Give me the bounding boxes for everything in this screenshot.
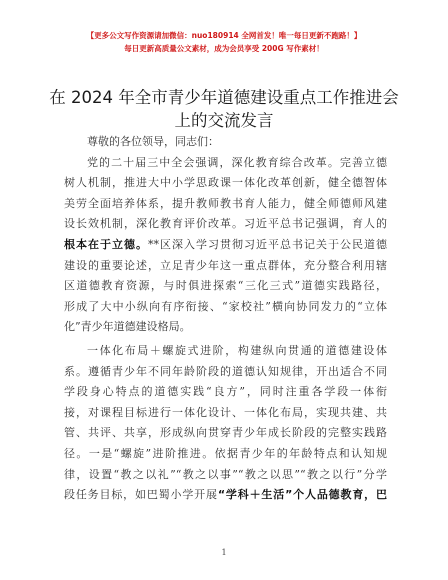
paragraph-line: 化”青少年道德建设格局。 bbox=[64, 320, 191, 334]
paragraph-line: 管、共评、共享，形成纵向贯穿青少年成长阶段的完整实践路 bbox=[64, 426, 387, 440]
paragraph-line: 形成了大中小纵向有序衔接、“家校社”横向协同发力的“立体 bbox=[64, 299, 387, 313]
paragraph-line: 美劳全面培养体系，提升教师教书育人能力，健全师德师风建 bbox=[64, 196, 387, 210]
paragraph-line: 设长效机制，深化教育评价改革。习近平总书记强调，育人的 bbox=[64, 217, 387, 231]
paragraph-line bbox=[64, 485, 387, 506]
bold-phrase: “学科＋生活”个人品德教育，巴 bbox=[217, 488, 388, 502]
document-body bbox=[64, 132, 387, 506]
document-title-line-2: 上的交流发言 bbox=[174, 111, 274, 130]
document-title-line-1: 在 2024 年全市青少年道德建设重点工作推进会 bbox=[49, 88, 399, 107]
paragraph-line: 树人机制，推进大中小学思政课一体化改革创新，健全德智体 bbox=[64, 176, 387, 190]
promo-line-2: 每日更新高质量公文素材，成为会员享受 200G 写作素材！ bbox=[124, 44, 324, 53]
paragraph-line: 一体化布局＋螺旋式进阶，构建纵向贯通的道德建设体 bbox=[87, 343, 387, 357]
paragraph-2 bbox=[64, 341, 387, 506]
paragraph-line: 接，对课程目标进行一体化设计、一体化布局，实现共建、共 bbox=[64, 405, 387, 419]
paragraph-line: 建设的重要论述，立足青少年这一重点群体，充分整合利用辖 bbox=[64, 258, 387, 272]
bold-phrase: 根本在于立德。 bbox=[64, 237, 148, 251]
salutation: 尊敬的各位领导，同志们： bbox=[87, 135, 219, 148]
paragraph-line: 径。一是“螺旋”进阶推进。依据青少年的年龄特点和认知规 bbox=[64, 446, 387, 460]
line-text: 段任务目标，如巴蜀小学开展 bbox=[64, 488, 218, 502]
paragraph-line: 律，设置“教之以礼”“教之以事”“教之以思”“教之以行”分学 bbox=[64, 467, 387, 481]
paragraph-line bbox=[64, 235, 387, 256]
line-text: **区深入学习贯彻习近平总书记关于公民道德 bbox=[148, 237, 387, 251]
promo-line-1: 【更多公文写作资源请加微信：nuo180914 全网首发！唯一每日更新不跑路！】 bbox=[86, 31, 362, 40]
paragraph-line: 系。遵循青少年不同年龄阶段的道德认知规律，开出适合不同 bbox=[64, 364, 387, 378]
page-number: 1 bbox=[221, 548, 227, 557]
paragraph-line: 党的二十届三中全会强调，深化教育综合改革。完善立德 bbox=[87, 155, 387, 169]
paragraph-1 bbox=[64, 153, 387, 338]
paragraph-line: 区道德教育资源，与时俱进探索“三化三式”道德实践路径， bbox=[64, 279, 387, 293]
paragraph-line: 学段身心特点的道德实践“良方”，同时注重各学段一体衔 bbox=[64, 385, 387, 399]
